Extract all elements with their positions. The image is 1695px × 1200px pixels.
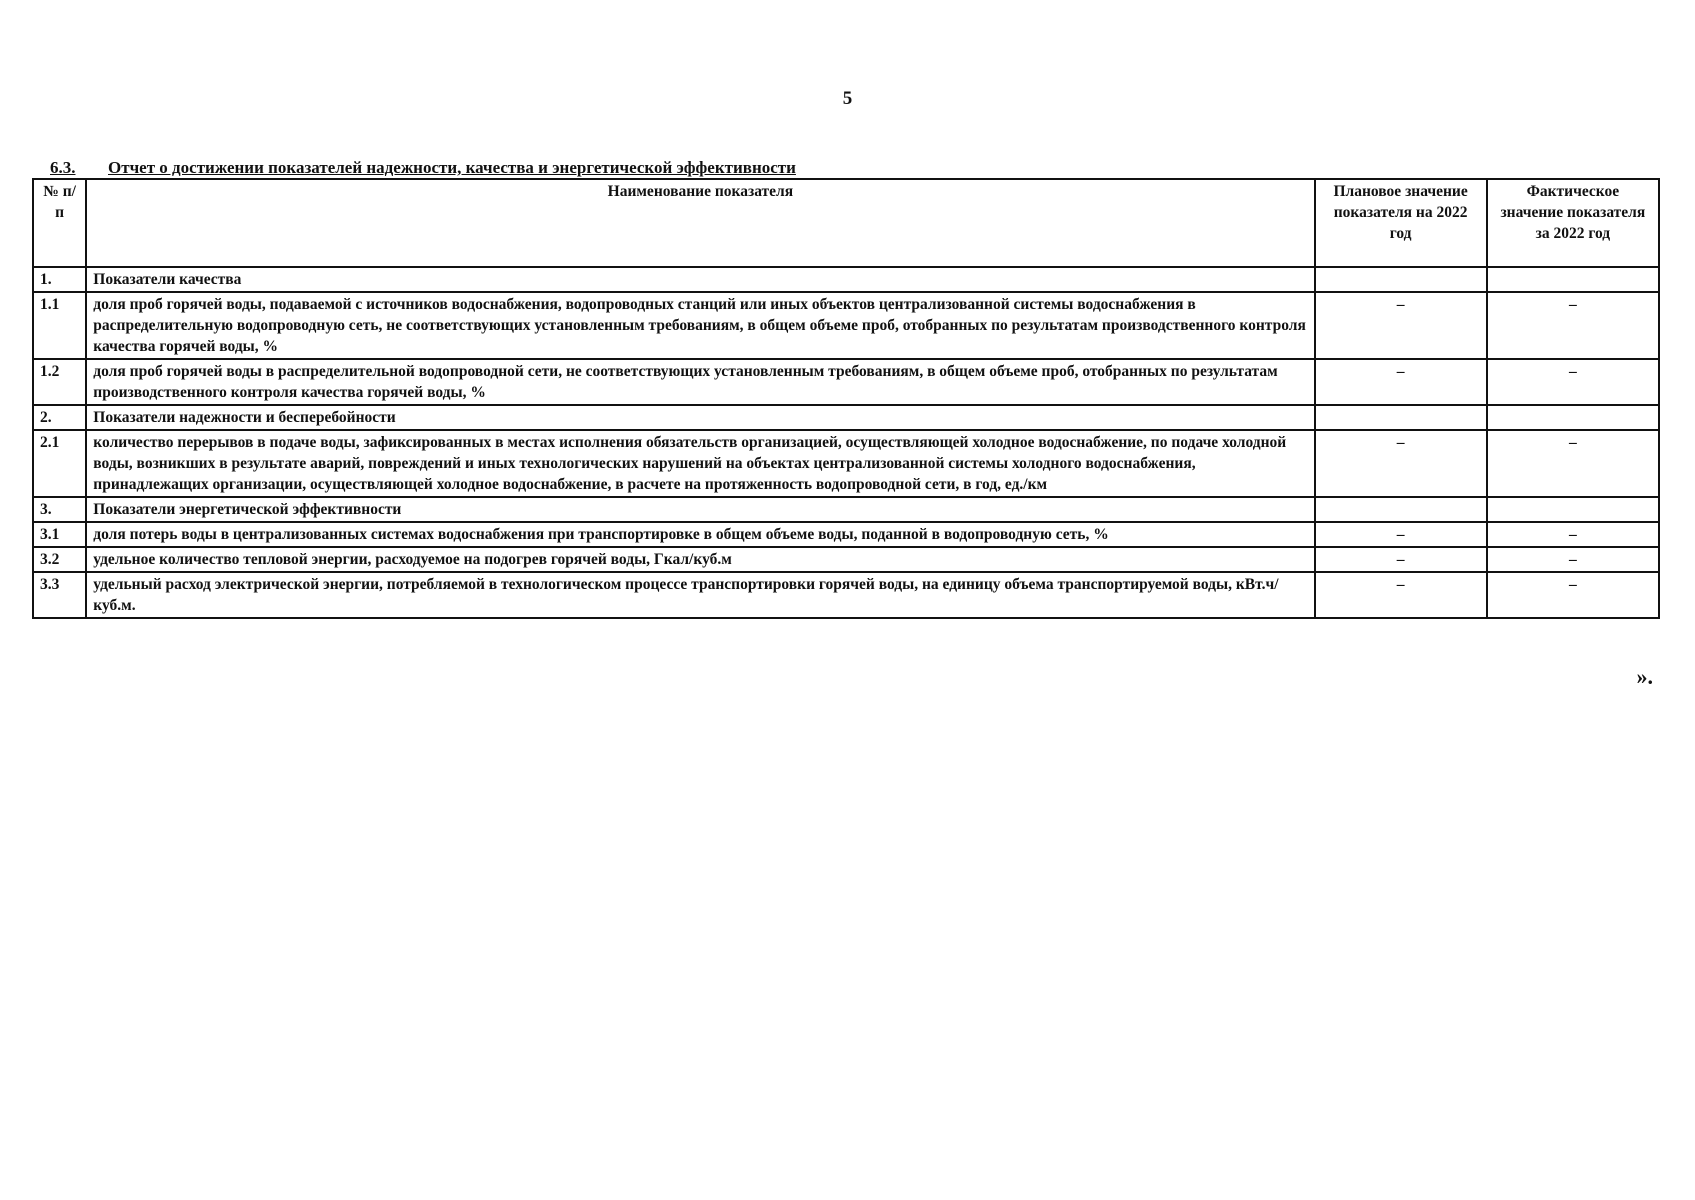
row-name: удельное количество тепловой энергии, расходуемое на подогрев горячей воды, Гкал/куб.м xyxy=(86,547,1314,572)
header-fact: Фактическое значение показателя за 2022 год xyxy=(1487,179,1659,267)
row-num: 1. xyxy=(33,267,86,292)
header-plan: Плановое значение показателя на 2022 год xyxy=(1315,179,1487,267)
table-row xyxy=(33,405,1659,430)
section-number: 6.3. xyxy=(50,158,76,177)
table-row xyxy=(33,572,1659,618)
row-fact xyxy=(1487,497,1659,522)
row-plan: – xyxy=(1315,547,1487,572)
row-name: доля проб горячей воды в распределительной водопроводной сети, не соответствующих установленным требованиям, в общем объеме проб, отобранных по результатам производственного контроля качества горячей воды, % xyxy=(86,359,1314,405)
closing-quote: ». xyxy=(1636,664,1653,689)
row-num: 3.3 xyxy=(33,572,86,618)
row-plan xyxy=(1315,405,1487,430)
row-fact: – xyxy=(1487,572,1659,618)
table-row xyxy=(33,547,1659,572)
row-plan: – xyxy=(1315,522,1487,547)
row-name: Показатели надежности и бесперебойности xyxy=(86,405,1314,430)
table-row xyxy=(33,359,1659,405)
header-name: Наименование показателя xyxy=(86,179,1314,267)
row-num: 3.1 xyxy=(33,522,86,547)
table-row xyxy=(33,267,1659,292)
row-num: 1.2 xyxy=(33,359,86,405)
row-name: доля проб горячей воды, подаваемой с источников водоснабжения, водопроводных станций или иных объектов централизованной системы водоснабжения в распределительную водопроводную сеть, не соответствующих установленным требованиям, в общем объеме проб, отобранных по результатам производственного контроля качества горячей воды, % xyxy=(86,292,1314,359)
table-row xyxy=(33,522,1659,547)
row-plan xyxy=(1315,267,1487,292)
row-name: Показатели качества xyxy=(86,267,1314,292)
header-num: № п/п xyxy=(33,179,86,267)
table-row xyxy=(33,292,1659,359)
table-row xyxy=(33,430,1659,497)
table-row xyxy=(33,497,1659,522)
row-fact xyxy=(1487,267,1659,292)
row-fact: – xyxy=(1487,522,1659,547)
row-fact: – xyxy=(1487,547,1659,572)
indicators-table xyxy=(32,178,1660,619)
section-title: Отчет о достижении показателей надежности, качества и энергетической эффективности xyxy=(108,158,796,177)
row-num: 3.2 xyxy=(33,547,86,572)
row-fact: – xyxy=(1487,292,1659,359)
row-plan xyxy=(1315,497,1487,522)
row-num: 1.1 xyxy=(33,292,86,359)
row-plan: – xyxy=(1315,292,1487,359)
row-plan: – xyxy=(1315,359,1487,405)
row-fact xyxy=(1487,405,1659,430)
row-name: количество перерывов в подаче воды, зафиксированных в местах исполнения обязательств организацией, осуществляющей холодное водоснабжение, по подаче холодной воды, возникших в результате аварий, повреждений и иных технологических нарушений на объектах централизованной системы холодного водоснабжения, принадлежащих организации, осуществляющей холодное водоснабжение, в расчете на протяженность водопроводной сети, в год, ед./км xyxy=(86,430,1314,497)
row-name: доля потерь воды в централизованных системах водоснабжения при транспортировке в общем объеме воды, поданной в водопроводную сеть, % xyxy=(86,522,1314,547)
row-name: удельный расход электрической энергии, потребляемой в технологическом процессе транспортировки горячей воды, на единицу объема транспортируемой воды, кВт.ч/куб.м. xyxy=(86,572,1314,618)
row-num: 2. xyxy=(33,405,86,430)
row-plan: – xyxy=(1315,430,1487,497)
row-name: Показатели энергетической эффективности xyxy=(86,497,1314,522)
row-num: 2.1 xyxy=(33,430,86,497)
row-fact: – xyxy=(1487,430,1659,497)
page-number: 5 xyxy=(842,88,853,109)
table-header-row xyxy=(33,179,1659,267)
row-fact: – xyxy=(1487,359,1659,405)
row-num: 3. xyxy=(33,497,86,522)
row-plan: – xyxy=(1315,572,1487,618)
section-heading xyxy=(50,158,796,178)
